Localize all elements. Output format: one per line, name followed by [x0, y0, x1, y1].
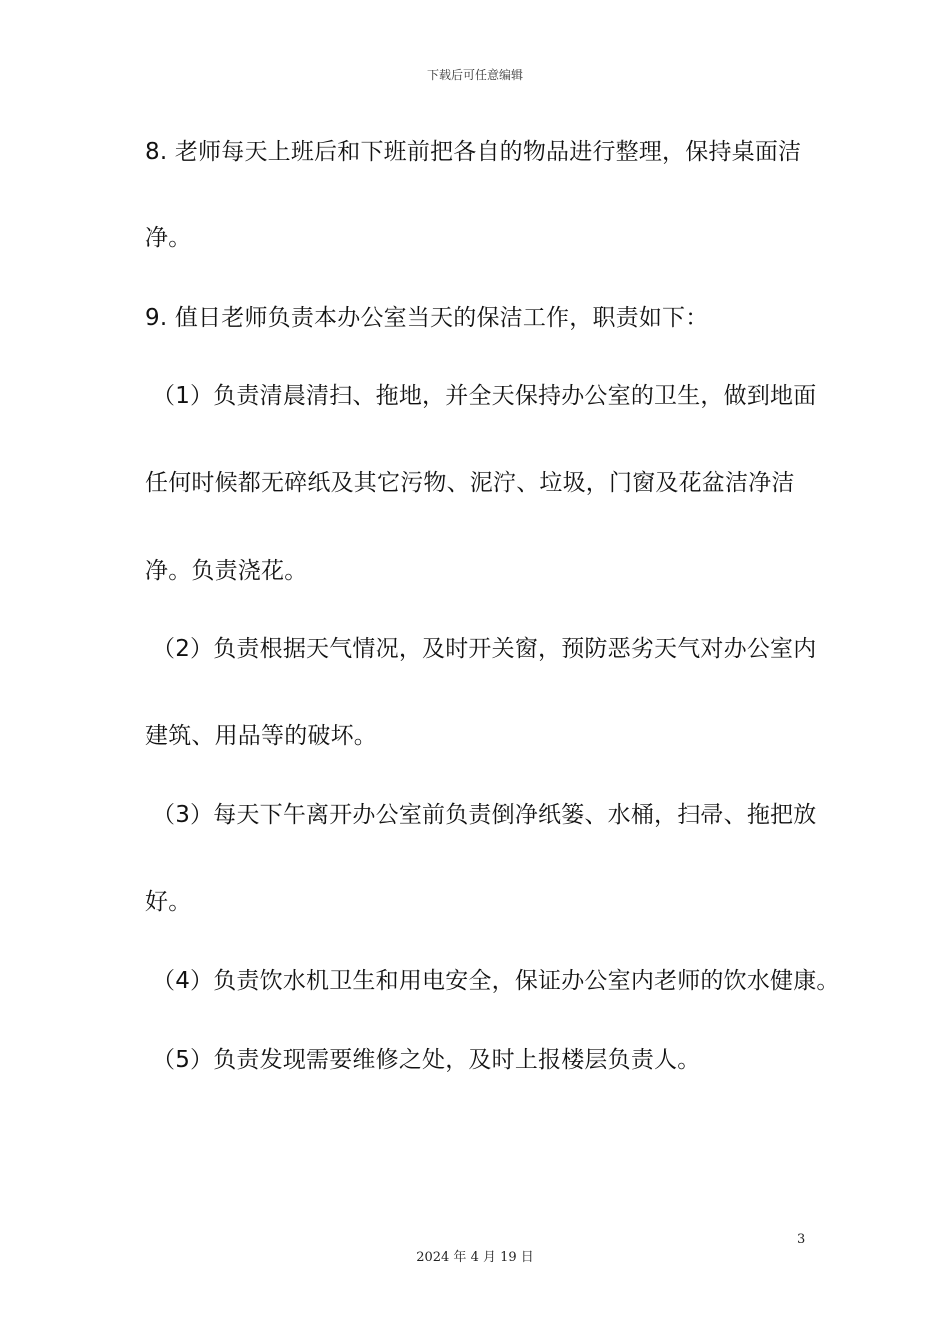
body-line: 9. 值日老师负责本办公室当天的保洁工作，职责如下： [145, 305, 709, 331]
body-line: （2）负责根据天气情况，及时开关窗，预防恶劣天气对办公室内 [152, 636, 817, 662]
body-line: 任何时候都无碎纸及其它污物、泥泞、垃圾，门窗及花盆洁净洁 [145, 470, 795, 496]
body-line: 建筑、用品等的破坏。 [145, 723, 377, 749]
body-line: 8. 老师每天上班后和下班前把各自的物品进行整理，保持桌面洁 [145, 139, 802, 165]
footer-date: 2024 年 4 月 19 日 [416, 1250, 534, 1265]
body-line: （1）负责清晨清扫、拖地，并全天保持办公室的卫生，做到地面 [152, 383, 817, 409]
body-line: 净。 [145, 225, 192, 251]
page-number: 3 [797, 1232, 806, 1247]
page-header-note: 下载后可任意编辑 [426, 68, 523, 82]
body-line: （4）负责饮水机卫生和用电安全，保证办公室内老师的饮水健康。 [152, 968, 840, 994]
body-line: （5）负责发现需要维修之处，及时上报楼层负责人。 [152, 1047, 701, 1073]
body-line: （3）每天下午离开办公室前负责倒净纸篓、水桶，扫帚、拖把放 [152, 802, 817, 828]
body-line: 好。 [145, 889, 192, 915]
body-line: 净。负责浇花。 [145, 558, 308, 584]
